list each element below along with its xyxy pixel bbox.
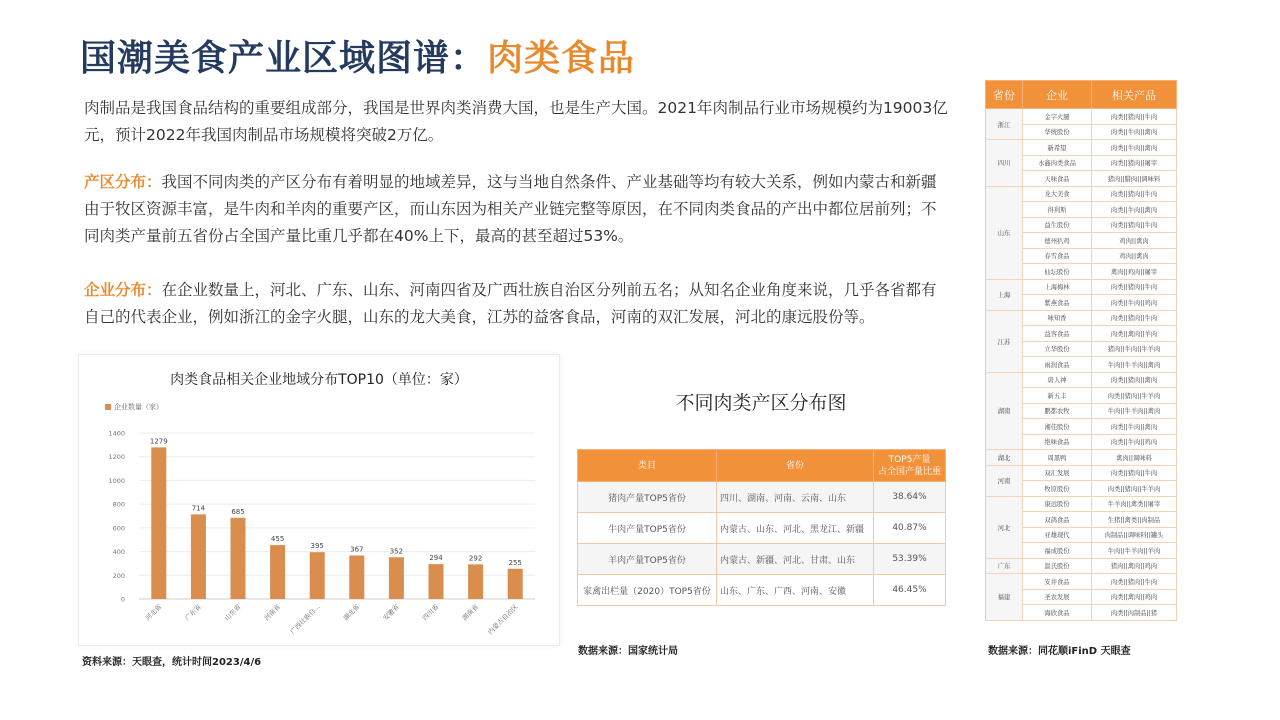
y-tick-label: 1200 — [108, 453, 125, 462]
bar-value-label: 352 — [389, 547, 404, 556]
table2-cell: 内蒙古、新疆、河北、甘肃、山东 — [717, 544, 874, 575]
product-cell: 牛肉||牛羊肉||禽肉 — [1092, 357, 1177, 373]
x-tick-label: 山东省 — [222, 602, 243, 623]
product-cell: 肉类||牛肉||鸡肉 — [1092, 434, 1177, 450]
enterprise-cell: 立华股份 — [1023, 341, 1092, 357]
enterprise-cell: 龙大美食 — [1023, 186, 1092, 202]
production-lead: 产区分布： — [84, 173, 162, 191]
product-cell: 肉类||猪肉||牛羊肉 — [1092, 481, 1177, 497]
product-cell: 牛肉||牛羊肉||羊肉 — [1092, 543, 1177, 559]
table2-header-cell: 类目 — [578, 450, 717, 482]
product-cell: 肉类||牛肉||禽肉 — [1092, 419, 1177, 435]
legend-label: 企业数量（家） — [114, 403, 163, 411]
table2-cell: 53.39% — [874, 544, 946, 575]
table2-cell: 山东、广东、广西、河南、安徽 — [717, 575, 874, 606]
chart-source: 资料来源：天眼查，统计时间2023/4/6 — [82, 657, 262, 668]
enterprise-cell: 安井食品 — [1023, 574, 1092, 590]
x-tick-label: 广西壮族自... — [288, 602, 322, 636]
table3-row — [986, 372, 1177, 388]
product-cell: 猪肉||腊肉||调味料 — [1092, 171, 1177, 187]
enterprise-cell: 金字火腿 — [1023, 109, 1092, 125]
bar-value-label: 294 — [429, 554, 443, 563]
enterprise-cell: 德州扒鸡 — [1023, 233, 1092, 249]
table3-header-cell: 相关产品 — [1092, 81, 1177, 109]
enterprise-cell: 新五丰 — [1023, 388, 1092, 404]
product-cell: 鸡肉||禽肉 — [1092, 233, 1177, 249]
page-title-main: 国潮美食产业区域图谱： — [80, 38, 488, 79]
table3-row — [986, 279, 1177, 295]
x-tick-label: 内蒙古自治区 — [486, 602, 520, 636]
table2-cell: 猪肉产量TOP5省份 — [578, 482, 717, 513]
product-cell: 肉类||肉制品||猪 — [1092, 605, 1177, 621]
bar — [310, 552, 325, 599]
enterprise-cell: 益生股份 — [1023, 217, 1092, 233]
enterprise-cell: 天味食品 — [1023, 171, 1092, 187]
enterprise-cell: 绝味食品 — [1023, 434, 1092, 450]
product-cell: 肉类||牛肉||禽肉 — [1092, 124, 1177, 140]
enterprise-cell: 亚雄现代 — [1023, 527, 1092, 543]
table2-header-row — [578, 450, 946, 482]
table3-row — [986, 109, 1177, 125]
enterprise-cell: 鹏都农牧 — [1023, 403, 1092, 419]
bar — [349, 555, 364, 599]
product-cell: 生猪||禽类||肉制品 — [1092, 512, 1177, 528]
table2-header-cell: TOP5产量 占全国产量比重 — [874, 450, 946, 482]
y-tick-label: 1400 — [108, 429, 125, 438]
bar — [151, 447, 166, 599]
product-cell: 肉类||牛肉||禽肉 — [1092, 140, 1177, 156]
bar — [270, 545, 285, 599]
product-cell: 肉类||猪肉||禽肉 — [1092, 372, 1177, 388]
product-cell: 肉类||猪肉||牛肉 — [1092, 310, 1177, 326]
x-tick-label: 河北省 — [143, 602, 164, 623]
product-cell: 肉类||禽肉||羊肉 — [1092, 326, 1177, 342]
y-tick-label: 200 — [112, 571, 125, 580]
page-title — [80, 30, 635, 81]
enterprise-cell: 雨润食品 — [1023, 357, 1092, 373]
table3-row — [986, 465, 1177, 481]
table2-source: 数据来源：国家统计局 — [578, 646, 678, 657]
table3-header-cell: 企业 — [1023, 81, 1092, 109]
province-cell: 湖南 — [986, 372, 1023, 450]
y-tick-label: 1000 — [108, 476, 125, 485]
table2-header-cell: 省份 — [717, 450, 874, 482]
bar — [468, 564, 483, 599]
enterprise-cell: 仙坛股份 — [1023, 264, 1092, 280]
y-tick-label: 0 — [120, 595, 125, 604]
table2-cell: 羊肉产量TOP5省份 — [578, 544, 717, 575]
bar-value-label: 455 — [270, 535, 285, 544]
bar — [508, 569, 523, 599]
product-cell: 禽肉||鸡肉||屠宰 — [1092, 264, 1177, 280]
bar-chart-card — [78, 354, 560, 646]
product-cell: 禽肉||调味料 — [1092, 450, 1177, 466]
enterprise-cell: 得利斯 — [1023, 202, 1092, 218]
product-cell: 肉类||牛肉||禽肉 — [1092, 202, 1177, 218]
production-paragraph — [84, 169, 950, 250]
y-tick-label: 600 — [112, 524, 125, 533]
bar — [231, 518, 246, 599]
bar — [191, 514, 206, 599]
table2-cell: 40.87% — [874, 513, 946, 544]
bar-chart — [79, 355, 559, 645]
table2-cell: 内蒙古、山东、河北、黑龙江、新疆 — [717, 513, 874, 544]
product-cell: 肉类||猪肉||牛肉 — [1092, 465, 1177, 481]
enterprise-cell: 双汇发展 — [1023, 465, 1092, 481]
enterprise-cell: 益客食品 — [1023, 326, 1092, 342]
bar-value-label: 395 — [310, 542, 324, 551]
enterprise-cell: 湘佳股份 — [1023, 419, 1092, 435]
table2-cell: 四川、湖南、河南、云南、山东 — [717, 482, 874, 513]
enterprise-cell: 双鸽食品 — [1023, 512, 1092, 528]
province-cell: 浙江 — [986, 109, 1023, 140]
table2-cell: 38.64% — [874, 482, 946, 513]
bar-value-label: 685 — [231, 507, 245, 516]
table2-row — [578, 544, 946, 575]
enterprise-cell: 周黑鸭 — [1023, 450, 1092, 466]
intro-paragraph: 肉制品是我国食品结构的重要组成部分，我国是世界肉类消费大国，也是生产大国。2021年肉制品行业市场规模约为19003亿元，预计2022年我国肉制品市场规模将突破2万亿。 — [84, 99, 948, 144]
table3-source: 数据来源：同花顺iFinD 天眼查 — [988, 646, 1131, 657]
bar-value-label: 255 — [508, 558, 522, 567]
product-cell: 肉类||猪肉||牛肉 — [1092, 574, 1177, 590]
chart-title: 肉类食品相关企业地域分布TOP10（单位：家） — [170, 372, 468, 388]
product-cell: 肉类||猪肉||牛肉 — [1092, 279, 1177, 295]
table3-row — [986, 310, 1177, 326]
table2-cell: 46.45% — [874, 575, 946, 606]
bar-value-label: 292 — [468, 554, 483, 563]
y-tick-label: 400 — [112, 548, 125, 557]
enterprise-lead: 企业分布： — [84, 281, 162, 299]
table3-row — [986, 140, 1177, 156]
product-cell: 肉类||猪肉||牛肉 — [1092, 217, 1177, 233]
page-title-accent: 肉类食品 — [487, 38, 636, 79]
product-cell: 猪肉||牛肉||牛羊肉 — [1092, 341, 1177, 357]
x-tick-label: 河南省 — [262, 602, 283, 623]
province-cell: 上海 — [986, 279, 1023, 310]
province-cell: 四川 — [986, 140, 1023, 187]
province-cell: 福建 — [986, 574, 1023, 621]
table3-row — [986, 558, 1177, 574]
bar-value-label: 714 — [191, 504, 206, 513]
province-cell: 河北 — [986, 496, 1023, 558]
table2-row — [578, 575, 946, 606]
province-cell: 广东 — [986, 558, 1023, 574]
bar — [429, 564, 444, 599]
province-cell: 江苏 — [986, 310, 1023, 372]
product-cell: 牛肉||牛羊肉||禽肉 — [1092, 403, 1177, 419]
table3-row — [986, 450, 1177, 466]
province-cell: 湖北 — [986, 450, 1023, 466]
x-tick-label: 四川省 — [420, 602, 441, 623]
table2-cell: 牛肉产量TOP5省份 — [578, 513, 717, 544]
table3-row — [986, 186, 1177, 202]
product-cell: 肉类||猪肉||牛羊肉 — [1092, 388, 1177, 404]
product-cell: 肉类||猪肉||牛肉 — [1092, 109, 1177, 125]
enterprise-cell: 圣农发展 — [1023, 589, 1092, 605]
enterprise-cell: 华统股份 — [1023, 124, 1092, 140]
enterprise-cell: 海欣食品 — [1023, 605, 1092, 621]
x-tick-label: 湖南省 — [460, 602, 481, 623]
enterprise-cell: 康远股份 — [1023, 496, 1092, 512]
enterprise-cell: 春雪食品 — [1023, 248, 1092, 264]
table3-header-cell: 省份 — [986, 81, 1023, 109]
product-cell: 牛羊肉||禽类||屠宰 — [1092, 496, 1177, 512]
table2-cell: 家禽出栏量（2020）TOP5省份 — [578, 575, 717, 606]
enterprise-paragraph — [84, 277, 950, 331]
table3-row — [986, 574, 1177, 590]
product-cell: 肉类||猪肉||屠宰 — [1092, 155, 1177, 171]
enterprise-table — [985, 80, 1177, 621]
table2-row — [578, 513, 946, 544]
bar-value-label: 367 — [350, 545, 364, 554]
table2-row — [578, 482, 946, 513]
y-tick-label: 800 — [112, 500, 125, 509]
province-cell: 山东 — [986, 186, 1023, 279]
table3-header-row — [986, 81, 1177, 109]
enterprise-cell: 牧原股份 — [1023, 481, 1092, 497]
x-tick-label: 湖北省 — [341, 602, 362, 623]
bar — [389, 557, 404, 599]
meat-production-table — [577, 449, 946, 606]
enterprise-cell: 上海梅林 — [1023, 279, 1092, 295]
enterprise-text: 在企业数量上，河北、广东、山东、河南四省及广西壮族自治区分列前五名；从知名企业角度来说，几乎各省都有自己的代表企业，例如浙江的金字火腿，山东的龙大美食，江苏的益客食品，河南的双汇发展，河北的康远股份等。 — [84, 281, 937, 326]
x-tick-label: 广东省 — [183, 602, 203, 623]
table2-title: 不同肉类产区分布图 — [675, 392, 847, 414]
enterprise-cell: 永鑫肉类食品 — [1023, 155, 1092, 171]
enterprise-cell: 唐人神 — [1023, 372, 1092, 388]
enterprise-cell: 温氏股份 — [1023, 558, 1092, 574]
product-cell: 猪肉||禽肉||鸡肉 — [1092, 558, 1177, 574]
x-tick-label: 安徽省 — [381, 602, 401, 623]
product-cell: 肉制品||调味料||罐头 — [1092, 527, 1177, 543]
product-cell: 肉类||猪肉||牛肉 — [1092, 186, 1177, 202]
bar-value-label: 1279 — [149, 437, 168, 446]
production-text: 我国不同肉类的产区分布有着明显的地域差异，这与当地自然条件、产业基础等均有较大关系，例如内蒙古和新疆由于牧区资源丰富，是牛肉和羊肉的重要产区，而山东因为相关产业链完整等原因，在不同肉类食品的产出中都位居前列；不同肉类产量前五省份占全国产量比重几乎都在40%上下，最高的甚至超过53%。 — [84, 173, 937, 245]
product-cell: 肉类||牛肉||鸡肉 — [1092, 295, 1177, 311]
enterprise-cell: 新希望 — [1023, 140, 1092, 156]
table3-row — [986, 496, 1177, 512]
province-cell: 河南 — [986, 465, 1023, 496]
enterprise-cell: 福成股份 — [1023, 543, 1092, 559]
enterprise-cell: 味知香 — [1023, 310, 1092, 326]
product-cell: 鸡肉||禽肉 — [1092, 248, 1177, 264]
enterprise-cell: 紫燕食品 — [1023, 295, 1092, 311]
product-cell: 肉类||禽肉||鸡肉 — [1092, 589, 1177, 605]
